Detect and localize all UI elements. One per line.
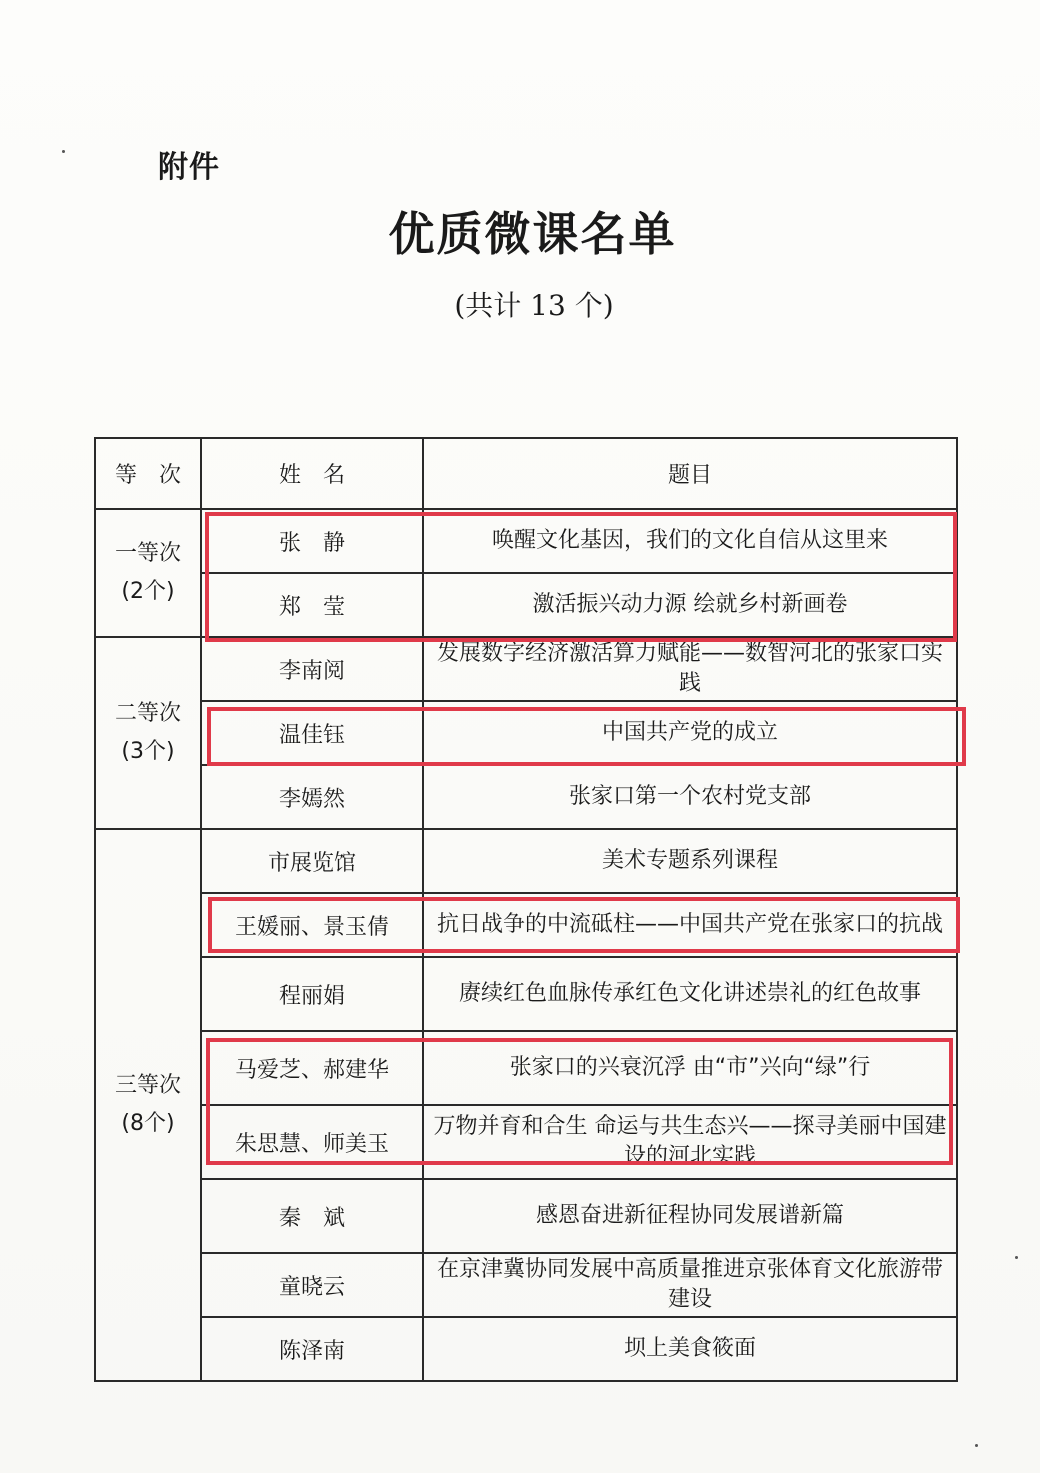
table-row	[95, 509, 957, 573]
grade-cell-second	[95, 637, 201, 829]
topic-cell: 赓续红色血脉传承红色文化讲述崇礼的红色故事	[423, 957, 957, 1031]
name-cell: 温佳钰	[201, 701, 423, 765]
name-cell: 郑 莹	[201, 573, 423, 637]
table-row	[95, 1253, 957, 1317]
document-title: 优质微课名单	[388, 207, 677, 261]
table-row	[95, 957, 957, 1031]
topic-cell: 激活振兴动力源 绘就乡村新画卷	[423, 573, 957, 637]
topic-cell: 在京津冀协同发展中高质量推进京张体育文化旅游带建设	[423, 1253, 957, 1317]
table-row	[95, 765, 957, 829]
grade-label: 二等次	[114, 701, 181, 726]
grade-cell-first	[95, 509, 201, 637]
table-row	[95, 637, 957, 701]
table-header-row	[95, 438, 957, 509]
topic-cell: 美术专题系列课程	[423, 829, 957, 893]
scan-speck	[62, 150, 65, 153]
grade-cell-third	[95, 829, 201, 1381]
header-topic: 题目	[423, 438, 957, 509]
grade-label: 一等次	[114, 541, 181, 566]
grade-label: 三等次	[114, 1073, 181, 1098]
table-row	[95, 1031, 957, 1105]
name-cell: 程丽娟	[201, 957, 423, 1031]
name-cell: 秦 斌	[201, 1179, 423, 1253]
grade-count: (3个)	[121, 739, 175, 764]
topic-cell: 发展数字经济激活算力赋能——数智河北的张家口实践	[423, 637, 957, 701]
attachment-label: 附件	[158, 150, 220, 185]
header-name: 姓 名	[201, 438, 423, 509]
name-cell: 王媛丽、景玉倩	[201, 893, 423, 957]
table-row	[95, 1317, 957, 1381]
micro-course-table	[94, 437, 958, 1382]
grade-count: (8个)	[121, 1111, 175, 1136]
name-cell: 马爱芝、郝建华	[201, 1031, 423, 1105]
table-row	[95, 701, 957, 765]
scan-speck	[1015, 1256, 1018, 1259]
name-cell: 陈泽南	[201, 1317, 423, 1381]
name-cell: 李嫣然	[201, 765, 423, 829]
topic-cell: 坝上美食筱面	[423, 1317, 957, 1381]
topic-cell: 唤醒文化基因，我们的文化自信从这里来	[423, 509, 957, 573]
topic-cell: 张家口第一个农村党支部	[423, 765, 957, 829]
table-row	[95, 1179, 957, 1253]
scan-speck	[975, 1444, 978, 1447]
table-row	[95, 829, 957, 893]
name-cell: 市展览馆	[201, 829, 423, 893]
topic-cell: 感恩奋进新征程协同发展谱新篇	[423, 1179, 957, 1253]
name-cell: 朱思慧、师美玉	[201, 1105, 423, 1179]
grade-count: (2个)	[121, 579, 175, 604]
table-row	[95, 573, 957, 637]
header-grade: 等 次	[95, 438, 201, 509]
topic-cell: 张家口的兴衰沉浮 由“市”兴向“绿”行	[423, 1031, 957, 1105]
name-cell: 张 静	[201, 509, 423, 573]
topic-cell: 中国共产党的成立	[423, 701, 957, 765]
topic-cell: 抗日战争的中流砥柱——中国共产党在张家口的抗战	[423, 893, 957, 957]
name-cell: 李南阅	[201, 637, 423, 701]
topic-cell: 万物并育和合生 命运与共生态兴——探寻美丽中国建设的河北实践	[423, 1105, 957, 1179]
name-cell: 童晓云	[201, 1253, 423, 1317]
table-row	[95, 893, 957, 957]
table-row	[95, 1105, 957, 1179]
document-subtitle: (共计 13 个)	[454, 289, 614, 322]
